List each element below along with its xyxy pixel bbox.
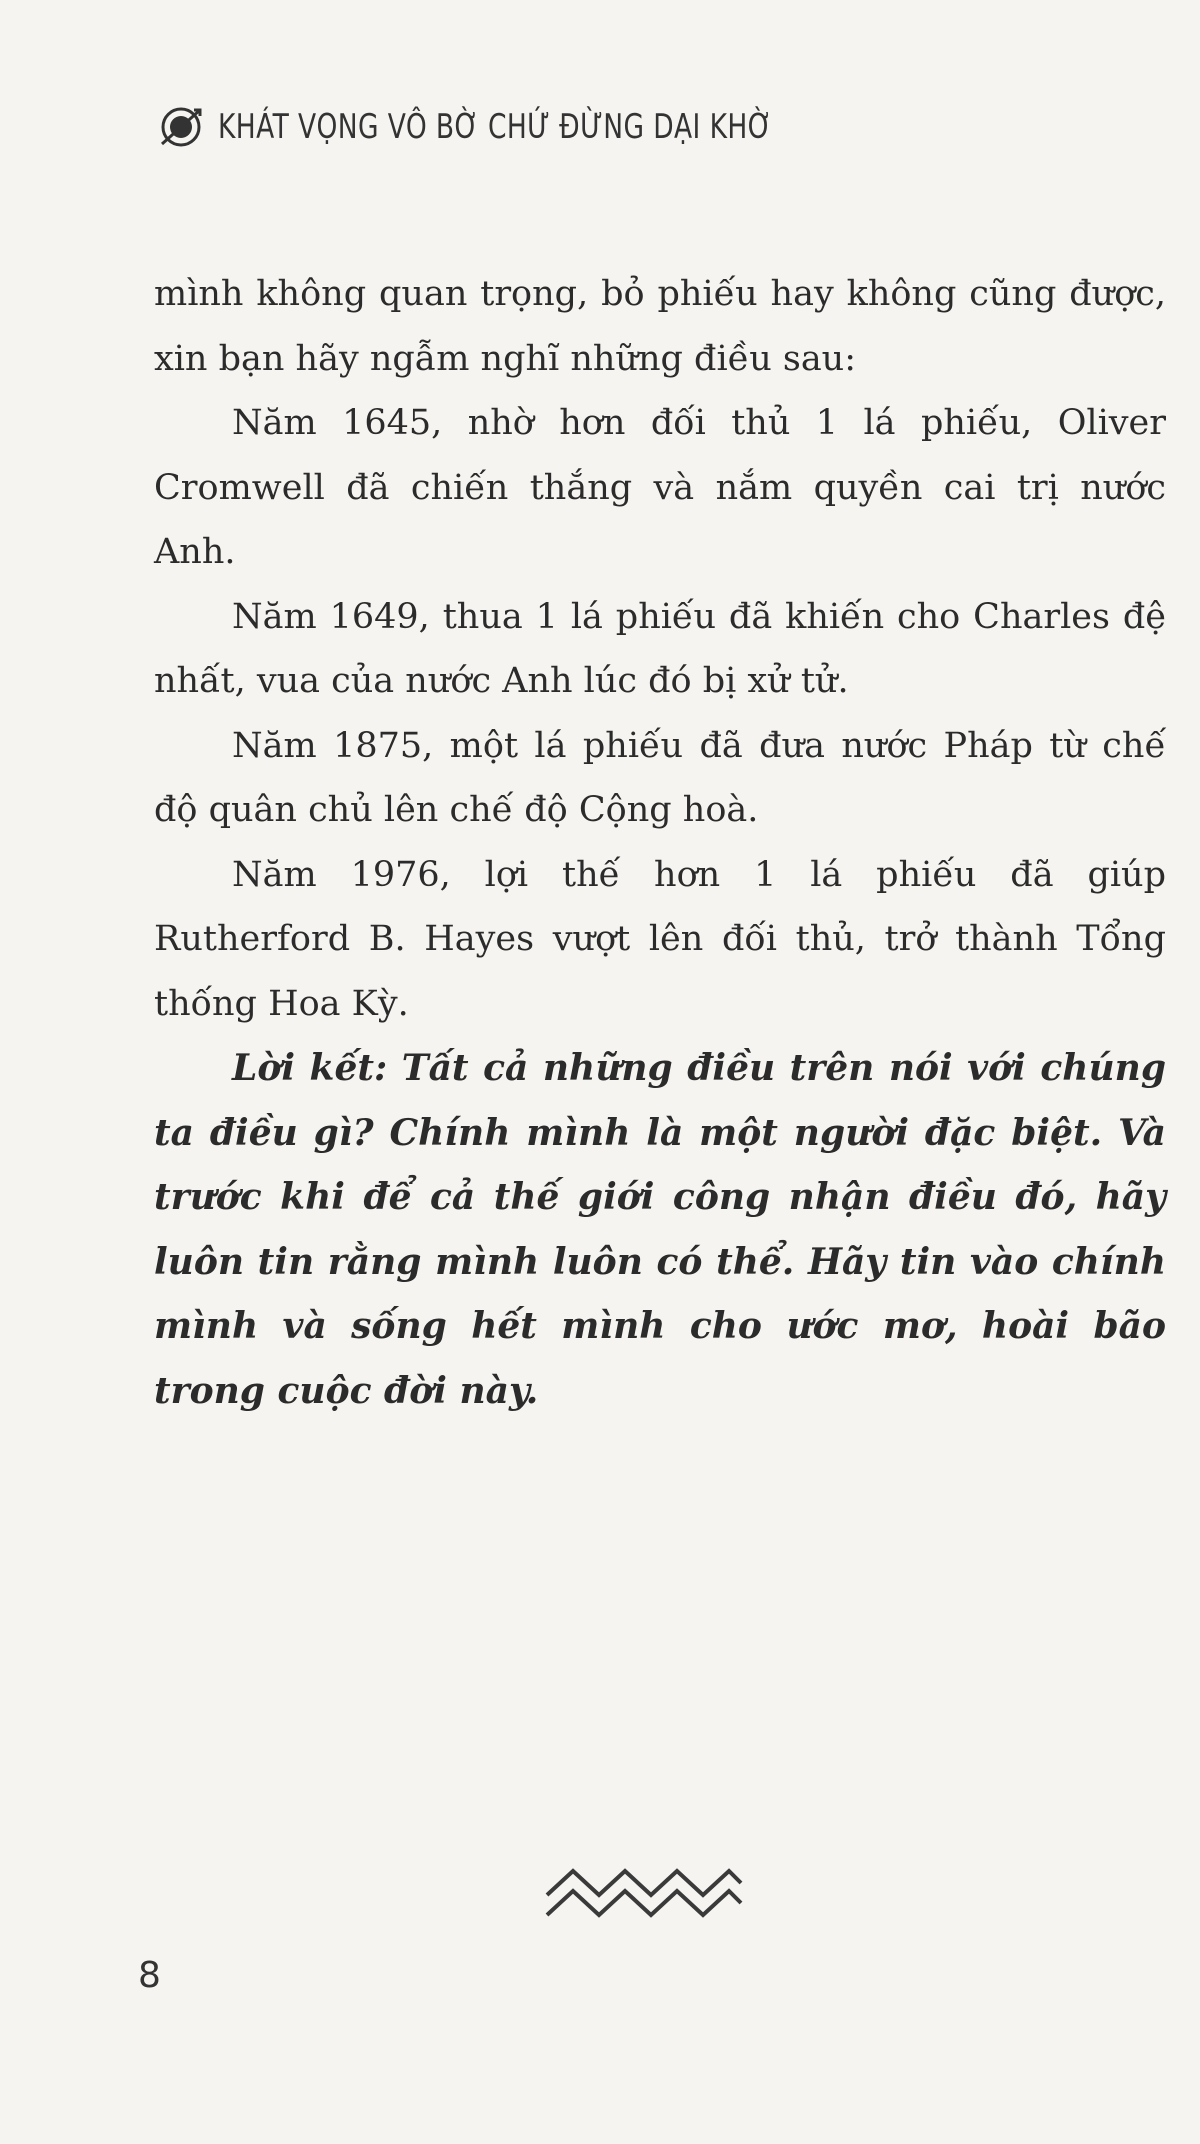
running-header-title: KHÁT VỌNG VÔ BỜ CHỨ ĐỪNG DẠI KHỜ xyxy=(218,107,773,147)
paragraph-4: Năm 1875, một lá phiếu đã đưa nước Pháp từ chế độ quân chủ lên chế độ Cộng hoà. xyxy=(154,725,1166,830)
page-number: 8 xyxy=(138,1955,161,1996)
paragraph-1: mình không quan trọng, bỏ phiếu hay không cũng được, xin bạn hãy ngẫm nghĩ những điều sau: xyxy=(154,274,1166,379)
zigzag-ornament-icon xyxy=(545,1865,743,1921)
paragraph-2: Năm 1645, nhờ hơn đối thủ 1 lá phiếu, Oliver Cromwell đã chiến thắng và nắm quyền cai trị nước Anh. xyxy=(154,403,1166,572)
paragraph-5: Năm 1976, lợi thế hơn 1 lá phiếu đã giúp Rutherford B. Hayes vượt lên đối thủ, trở thành Tổng thống Hoa Kỳ. xyxy=(154,854,1166,1024)
running-header xyxy=(158,104,929,150)
paragraph-3: Năm 1649, thua 1 lá phiếu đã khiến cho Charles đệ nhất, vua của nước Anh lúc đó bị xử tử. xyxy=(154,596,1166,701)
closing-paragraph: Lời kết: Tất cả những điều trên nói với chúng ta điều gì? Chính mình là một người đặc biệt. Và trước khi để cả thế giới công nhận điều đó, hãy luôn tin rằng mình luôn có thể. Hãy tin vào chính mình và sống hết mình cho ước mơ, hoài bão trong cuộc đời này. xyxy=(154,1047,1166,1412)
compass-icon xyxy=(158,104,204,150)
body-text xyxy=(154,262,1166,1423)
